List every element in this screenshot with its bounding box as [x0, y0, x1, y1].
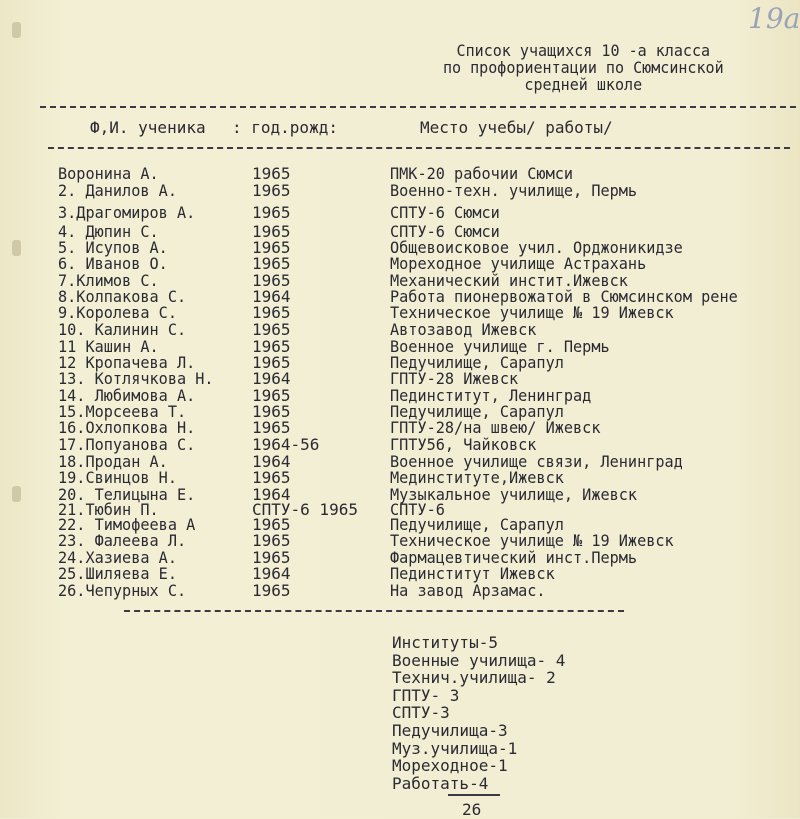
summary-line: ГПТУ- 3 — [392, 685, 460, 705]
student-name: 24.Хазиева А. — [58, 548, 177, 567]
student-name: Воронина А. — [58, 164, 159, 183]
study-place: Автозавод Ижевск — [390, 320, 537, 339]
study-place: Пединститут, Ленинград — [390, 386, 592, 405]
header-year-column: : год.рожд: — [232, 118, 338, 137]
birth-year: 1964-56 — [252, 435, 320, 454]
birth-year: 1965 — [252, 320, 291, 339]
birth-year: 1965 — [252, 181, 291, 200]
study-place: Военное училище г. Пермь — [390, 337, 610, 356]
birth-year: 1965 — [252, 254, 291, 273]
study-place: Общевоисковое учил. Орджоникидзе — [390, 238, 683, 257]
student-name: 2. Данилов А. — [58, 181, 177, 200]
study-place: Военно-техн. училище, Пермь — [390, 181, 638, 200]
birth-year: 1964 — [252, 452, 291, 471]
punch-hole — [12, 240, 21, 256]
student-name: 3.Драгомиров А. — [58, 203, 196, 222]
title-line-2: по профориентации по Сюмсинской — [442, 58, 724, 77]
study-place: ПМК-20 рабочии Сюмси — [390, 164, 574, 183]
dashed-divider-bottom — [124, 610, 624, 612]
study-place: Мореходное училище Астрахань — [390, 254, 647, 273]
punch-hole — [12, 486, 21, 502]
study-place: Фармацевтический инст.Пермь — [390, 548, 638, 567]
study-place: Педучилище, Сарапул — [390, 515, 564, 534]
study-place: Работа пионервожатой в Сюмсинском рене — [390, 287, 738, 306]
study-place: Педучилище, Сарапул — [390, 353, 564, 372]
birth-year: 1965 — [252, 548, 291, 567]
study-place: Техническое училище № 19 Ижевск — [390, 303, 674, 322]
student-name: 21.Тюбин П. — [58, 500, 159, 519]
student-name: 19.Свинцов Н. — [58, 468, 177, 487]
study-place: Пединститут Ижевск — [390, 564, 555, 583]
student-name: 15.Морсеева Т. — [58, 402, 187, 421]
birth-year: 1965 — [252, 303, 291, 322]
birth-year: 1965 — [252, 386, 291, 405]
birth-year: 1965 — [252, 402, 291, 421]
student-name: 8.Колпакова С. — [58, 287, 187, 306]
birth-year: 1964 — [252, 369, 291, 388]
birth-year: 1965 — [252, 203, 291, 222]
folio-number: 19a — [748, 2, 800, 35]
page-number: 26 — [462, 800, 482, 819]
dashed-divider-top — [40, 106, 796, 108]
birth-year: 1965 — [252, 222, 291, 241]
student-name: 6. Иванов О. — [58, 254, 168, 273]
student-name: 23. Фалеева Л. — [58, 531, 187, 550]
study-place: СПТУ-6 Сюмси — [390, 203, 500, 222]
student-name: 20. Телицына Е. — [58, 485, 196, 504]
study-place: Механический инстит.Ижевск — [390, 271, 628, 290]
header-name-column: Ф,И. ученика — [90, 118, 206, 137]
summary-line: СПТУ-3 — [392, 703, 450, 723]
birth-year: 1965 — [252, 337, 291, 356]
student-name: 16.Охлопкова Н. — [58, 418, 196, 437]
summary-line: Военные училища- 4 — [392, 650, 566, 670]
study-place: ГПТУ-28/на швею/ Ижевск — [390, 418, 601, 437]
summary-line: Технич.училища- 2 — [392, 668, 556, 688]
summary-line: Работать-4 — [392, 773, 489, 793]
birth-year: 1965 — [252, 418, 291, 437]
summary-line: Мореходное-1 — [392, 756, 508, 776]
birth-year: 1965 — [252, 531, 291, 550]
student-name: 12 Кропачева Л. — [58, 353, 196, 372]
study-place: Музыкальное училище, Ижевск — [390, 485, 638, 504]
student-name: 11 Кашин А. — [58, 337, 159, 356]
student-name: 17.Попуанова С. — [58, 435, 196, 454]
study-place: СПТУ-6 Сюмси — [390, 222, 500, 241]
title-line-3: средней школе — [524, 75, 643, 94]
student-name: 14. Любимова А. — [58, 386, 196, 405]
birth-year: 1965 — [252, 581, 291, 600]
student-name: 9.Королева С. — [58, 303, 177, 322]
birth-year: 1965 — [252, 164, 291, 183]
summary-line: Муз.училища-1 — [392, 738, 518, 758]
birth-year: 1965 — [252, 271, 291, 290]
study-place: ГПТУ56, Чайковск — [390, 435, 537, 454]
study-place: Военное училище связи, Ленинград — [390, 452, 683, 471]
page-number-rule — [448, 794, 500, 796]
birth-year: 1965 — [252, 468, 291, 487]
summary-line: Институты-5 — [392, 633, 498, 652]
birth-year: 1964 — [252, 564, 291, 583]
header-place-column: Место учебы/ работы/ — [420, 118, 613, 137]
dashed-divider-header — [48, 147, 790, 149]
student-name: 10. Калинин С. — [58, 320, 187, 339]
summary-line: Педучилища-3 — [392, 720, 508, 740]
birth-year: 1965 — [252, 353, 291, 372]
birth-year: 1965 — [252, 515, 291, 534]
student-name: 18.Продан А. — [58, 452, 168, 471]
student-name: 22. Тимофеева А — [58, 515, 196, 534]
summary-list — [392, 634, 565, 792]
student-name: 7.Климов С. — [58, 271, 159, 290]
birth-year: 1965 — [252, 238, 291, 257]
student-name: 4. Дюпин С. — [58, 222, 159, 241]
document-title — [400, 42, 767, 93]
study-place: СПТУ-6 — [390, 500, 445, 519]
study-place: Мединституте,Ижевск — [390, 468, 564, 487]
study-place: Педучилище, Сарапул — [390, 402, 564, 421]
student-name: 25.Шиляева Е. — [58, 564, 177, 583]
study-place: Техническое училище № 19 Ижевск — [390, 531, 674, 550]
student-name: 13. Котлячкова Н. — [58, 369, 214, 388]
student-name: 5. Исупов А. — [58, 238, 168, 257]
birth-year: 1964 — [252, 485, 291, 504]
birth-year: 1964 — [252, 287, 291, 306]
student-name: 26.Чепурных С. — [58, 581, 187, 600]
birth-year: СПТУ-6 1965 — [252, 500, 358, 519]
punch-hole — [12, 22, 21, 38]
study-place: На завод Арзамас. — [390, 581, 546, 600]
title-line-1: Список учащихся 10 -а класса — [456, 41, 711, 60]
study-place: ГПТУ-28 Ижевск — [390, 369, 519, 388]
